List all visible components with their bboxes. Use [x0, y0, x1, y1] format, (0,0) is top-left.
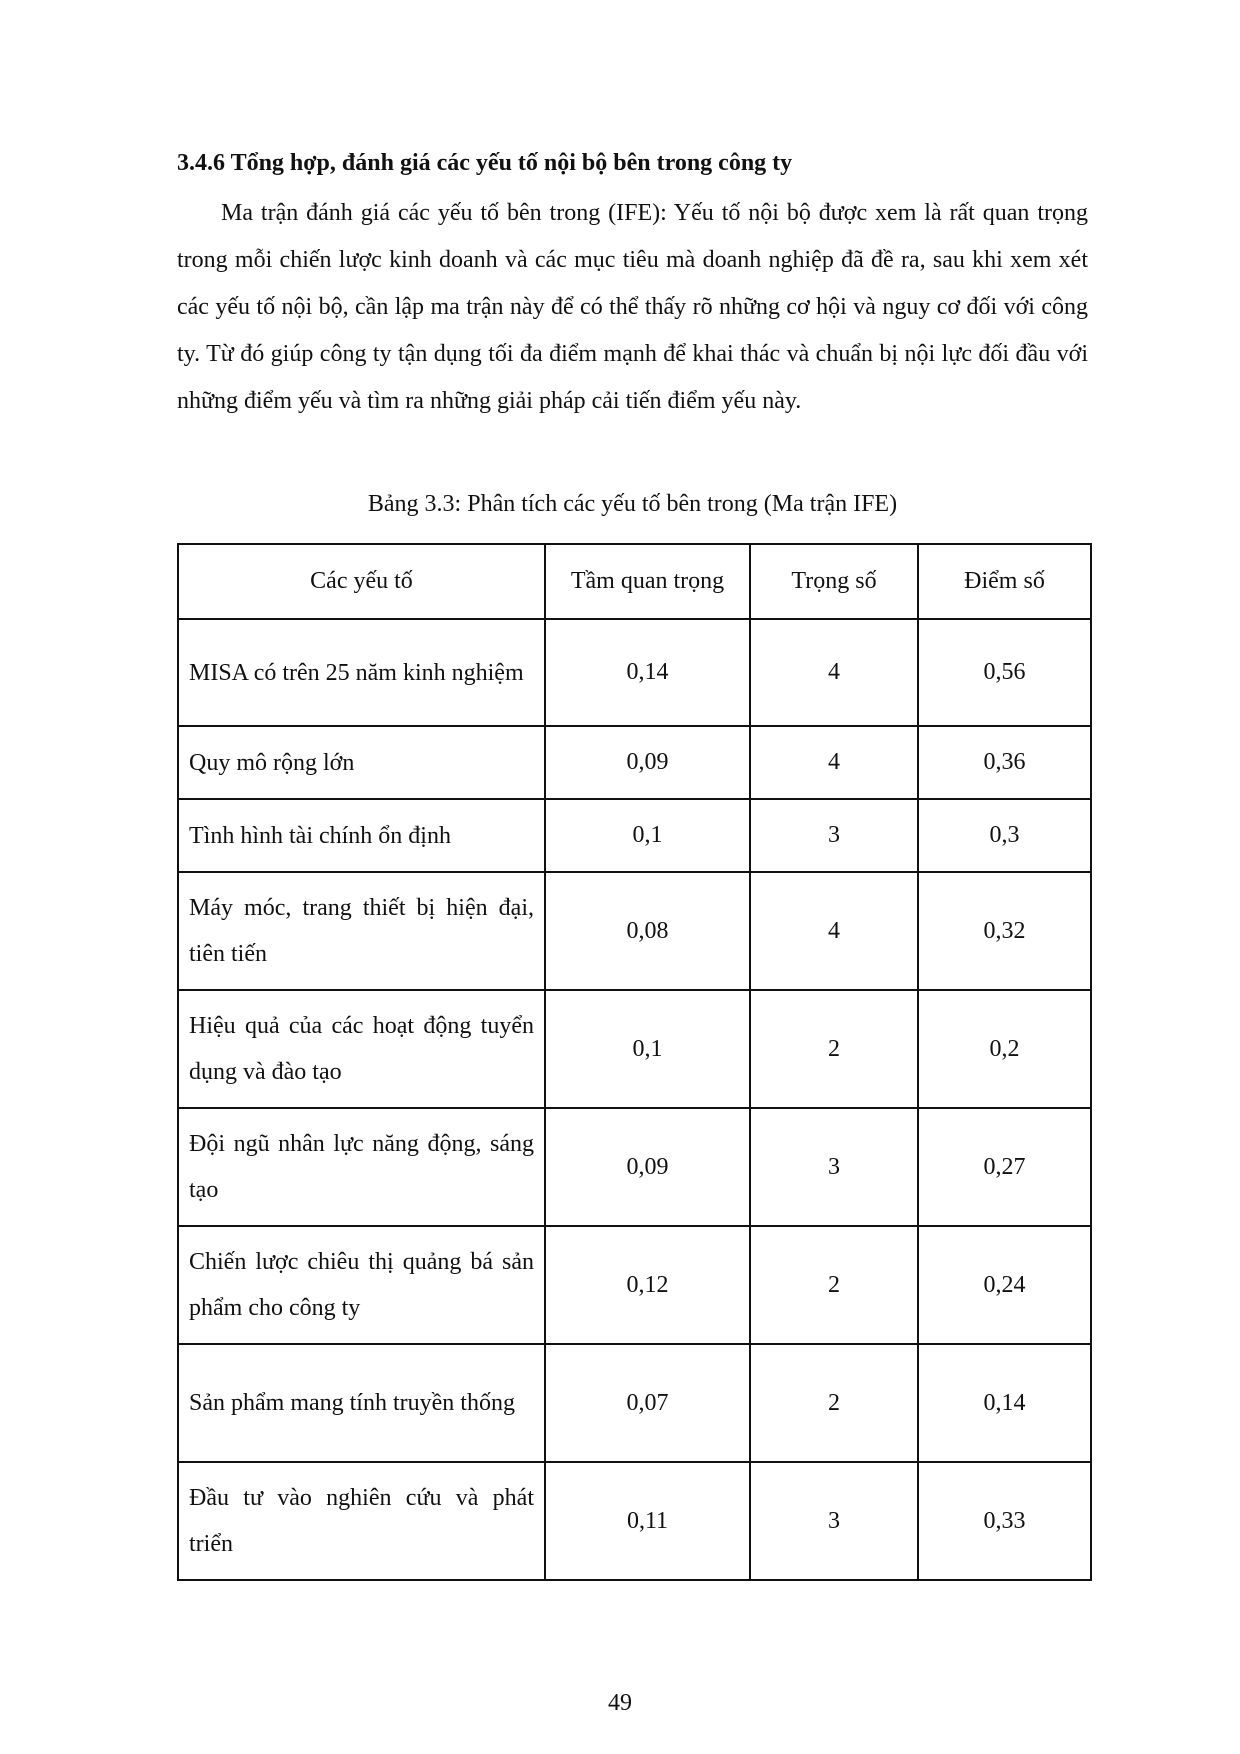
cell-importance: 0,07 [545, 1344, 750, 1462]
cell-score: 0,32 [918, 872, 1091, 990]
header-score: Điểm số [918, 544, 1091, 619]
cell-weight: 2 [750, 1226, 918, 1344]
cell-factor: Máy móc, trang thiết bị hiện đại, tiên tiến [178, 872, 545, 990]
table-row [178, 619, 1091, 726]
cell-weight: 2 [750, 1344, 918, 1462]
table-row [178, 1462, 1091, 1580]
table-row [178, 872, 1091, 990]
header-factors: Các yếu tố [178, 544, 545, 619]
cell-score: 0,2 [918, 990, 1091, 1108]
cell-factor: Đội ngũ nhân lực năng động, sáng tạo [178, 1108, 545, 1226]
cell-factor: Quy mô rộng lớn [178, 726, 545, 799]
cell-importance: 0,09 [545, 1108, 750, 1226]
table-row [178, 990, 1091, 1108]
table-row [178, 799, 1091, 872]
table-row [178, 726, 1091, 799]
ife-matrix-table [177, 543, 1092, 1581]
cell-factor: Hiệu quả của các hoạt động tuyển dụng và đào tạo [178, 990, 545, 1108]
page-number: 49 [608, 1690, 632, 1716]
table-row [178, 1226, 1091, 1344]
cell-weight: 4 [750, 726, 918, 799]
cell-factor: Đầu tư vào nghiên cứu và phát triển [178, 1462, 545, 1580]
cell-score: 0,14 [918, 1344, 1091, 1462]
cell-score: 0,24 [918, 1226, 1091, 1344]
cell-weight: 2 [750, 990, 918, 1108]
cell-weight: 3 [750, 799, 918, 872]
table-row [178, 1108, 1091, 1226]
cell-score: 0,27 [918, 1108, 1091, 1226]
cell-weight: 3 [750, 1108, 918, 1226]
cell-weight: 4 [750, 619, 918, 726]
cell-factor: Tình hình tài chính ổn định [178, 799, 545, 872]
cell-importance: 0,14 [545, 619, 750, 726]
cell-importance: 0,09 [545, 726, 750, 799]
cell-importance: 0,12 [545, 1226, 750, 1344]
cell-weight: 4 [750, 872, 918, 990]
cell-score: 0,33 [918, 1462, 1091, 1580]
header-weight: Trọng số [750, 544, 918, 619]
cell-importance: 0,1 [545, 799, 750, 872]
cell-importance: 0,11 [545, 1462, 750, 1580]
cell-score: 0,56 [918, 619, 1091, 726]
cell-score: 0,3 [918, 799, 1091, 872]
cell-score: 0,36 [918, 726, 1091, 799]
table-header-row [178, 544, 1091, 619]
cell-importance: 0,08 [545, 872, 750, 990]
cell-weight: 3 [750, 1462, 918, 1580]
intro-paragraph: Ma trận đánh giá các yếu tố bên trong (IFE): Yếu tố nội bộ được xem là rất quan trọng trong mỗi chiến lược kinh doanh và các mục tiêu mà doanh nghiệp đã đề ra, sau khi xem xét các yếu tố nội bộ, cần lập ma trận này để có thể thấy rõ những cơ hội và nguy cơ đối với công ty. Từ đó giúp công ty tận dụng tối đa điểm mạnh để khai thác và chuẩn bị nội lực đối đầu với những điểm yếu và tìm ra những giải pháp cải tiến điểm yếu này. [177, 200, 1088, 414]
cell-factor: Chiến lược chiêu thị quảng bá sản phẩm cho công ty [178, 1226, 545, 1344]
cell-importance: 0,1 [545, 990, 750, 1108]
section-heading: 3.4.6 Tổng hợp, đánh giá các yếu tố nội bộ bên trong công ty [177, 150, 793, 176]
table-caption: Bảng 3.3: Phân tích các yếu tố bên trong (Ma trận IFE) [367, 491, 898, 517]
table-row [178, 1344, 1091, 1462]
header-importance: Tầm quan trọng [545, 544, 750, 619]
cell-factor: MISA có trên 25 năm kinh nghiệm [178, 619, 545, 726]
cell-factor: Sản phẩm mang tính truyền thống [178, 1344, 545, 1462]
